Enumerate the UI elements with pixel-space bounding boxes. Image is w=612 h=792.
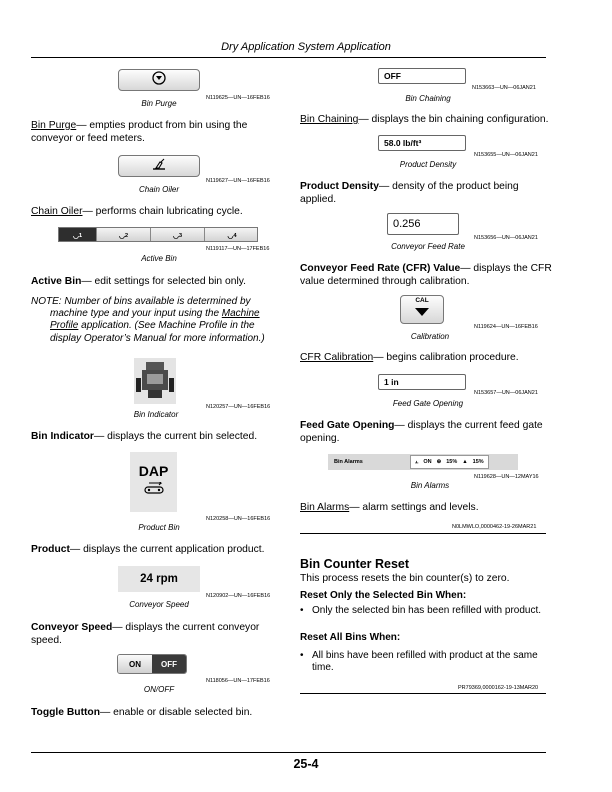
conveyor-icon [130, 481, 177, 499]
section-heading: Bin Counter Reset [300, 557, 410, 571]
figure-code: N120258—UN—16FEB16 [206, 516, 271, 522]
bin-icon: ◡ [72, 232, 79, 240]
bullet-item: • All bins have been refilled with product at the same time. [300, 650, 538, 674]
bin-alarms-caption: Bin Alarms [410, 481, 450, 490]
bin-level-icon: ▲ [462, 459, 468, 465]
calibration-caption: Calibration [410, 332, 450, 341]
bin-icon: ◡ [172, 232, 179, 240]
section-intro: This process resets the bin counter(s) to zero. [300, 573, 510, 584]
product-description: Product— displays the current application product. [31, 544, 265, 555]
page-number: 25-4 [293, 757, 319, 771]
down-arrow-icon [414, 304, 430, 322]
figure-code: N119624—UN—16FEB16 [474, 324, 538, 330]
bin-purge-button[interactable] [118, 69, 200, 91]
figure-code: N119628—UN—12MAY16 [474, 474, 539, 480]
figure-code: N153663—UN—06JAN21 [472, 85, 536, 91]
conveyor-speed-caption: Conveyor Speed [129, 600, 189, 609]
alarm-status-group: ⫠ ON ⊕ 15% ▲ 15% [410, 455, 489, 469]
figure-code: N119117—UN—17FEB16 [206, 246, 270, 252]
calibration-button[interactable] [400, 295, 444, 324]
document-code: N0LMWLO,0000462-19-26MAR21 [452, 524, 537, 530]
on-off-toggle[interactable] [117, 654, 187, 674]
bin-indicator-icon [134, 358, 176, 404]
conveyor-speed-description: Conveyor Speed— displays the current conveyor speed. [31, 622, 260, 646]
figure-code: N119625—UN—16FEB16 [206, 95, 270, 101]
product-label: DAP [138, 463, 169, 479]
calibration-label: CAL [415, 297, 429, 304]
cfr-description: Conveyor Feed Rate (CFR) Value— displays the CFR value determined through calibration. [300, 263, 552, 287]
bin-tab-2[interactable]: ◡ 2 [97, 228, 151, 242]
conveyor-speed-readout: 24 rpm [118, 566, 200, 592]
figure-code: N120257—UN—16FEB16 [206, 404, 271, 410]
active-bin-selector [58, 227, 258, 242]
bin-chaining-description: Bin Chaining— displays the bin chaining configuration. [300, 114, 549, 125]
figure-code: N153656—UN—06JAN21 [474, 235, 538, 241]
bin-chaining-caption: Bin Chaining [405, 94, 451, 103]
product-bin-tile [130, 452, 177, 512]
on-off-caption: ON/OFF [143, 685, 175, 694]
crosshair-icon: ⊕ [436, 459, 442, 465]
footer-rule [31, 752, 546, 753]
bin-purge-description: Bin Purge— empties product from bin using the conveyor or feed meters. [31, 120, 248, 144]
bin-icon: ◡ [227, 232, 234, 240]
bin-tab-1[interactable]: ◡ 1 [59, 228, 97, 242]
bin-alarms-description: Bin Alarms— alarm settings and levels. [300, 502, 479, 513]
bin-chaining-field[interactable]: OFF [378, 68, 466, 84]
toggle-off[interactable]: OFF [152, 655, 186, 673]
active-bin-description: Active Bin— edit settings for selected bin only. [31, 276, 247, 287]
chain-oiler-description: Chain Oiler— performs chain lubricating cycle. [31, 206, 243, 217]
document-code: PR79369,0000162-19-13MAR20 [458, 685, 539, 691]
figure-code: N153657—UN—06JAN21 [474, 390, 538, 396]
bin-purge-caption: Bin Purge [141, 99, 177, 108]
product-density-caption: Product Density [399, 160, 457, 169]
bullet-item: • Only the selected bin has been refilled with product. [300, 605, 542, 616]
feed-gate-description: Feed Gate Opening— displays the current feed gate opening. [300, 420, 543, 444]
feed-gate-field[interactable]: 1 in [378, 374, 466, 390]
product-bin-caption: Product Bin [138, 523, 180, 532]
chain-oiler-button[interactable] [118, 155, 200, 177]
bin-purge-icon [151, 71, 167, 90]
bin-alarms-bar[interactable] [328, 454, 518, 470]
product-density-description: Product Density— density of the product being applied. [300, 181, 519, 205]
bin-tab-3[interactable]: ◡ 3 [151, 228, 205, 242]
bin-tab-4[interactable]: ◡ 4 [205, 228, 258, 242]
figure-code: N119627—UN—16FEB16 [206, 178, 270, 184]
chain-oiler-caption: Chain Oiler [138, 185, 179, 194]
header-rule [31, 57, 546, 58]
section-rule [300, 693, 546, 694]
note: NOTE: Number of bins available is determined by machine type and your input using the Machine Profile application. (See Machine Profile in the display Operator’s Manual for more information.) [31, 296, 265, 344]
toggle-on[interactable]: ON [118, 655, 152, 673]
page-header: Dry Application System Application [221, 41, 391, 53]
cfr-value-field[interactable]: 0.256 [387, 213, 459, 235]
cfr-caption: Conveyor Feed Rate [391, 242, 465, 251]
feed-gate-caption: Feed Gate Opening [392, 399, 464, 408]
bin-indicator-image [134, 358, 176, 404]
bin-indicator-caption: Bin Indicator [133, 410, 179, 419]
bin-alarms-title: Bin Alarms [334, 459, 363, 465]
subheading: Reset Only the Selected Bin When: [300, 590, 467, 601]
product-density-field[interactable]: 58.0 lb/ft³ [378, 135, 466, 151]
bin-icon: ◡ [118, 232, 125, 240]
cfr-calibration-description: CFR Calibration— begins calibration procedure. [300, 352, 519, 363]
figure-code: N153655—UN—06JAN21 [474, 152, 538, 158]
figure-code: N118056—UN—17FEB16 [206, 678, 270, 684]
section-rule [300, 533, 546, 534]
gate-icon: ⫠ [415, 458, 419, 465]
oil-can-icon [150, 157, 168, 176]
figure-code: N120902—UN—16FEB16 [206, 593, 271, 599]
active-bin-caption: Active Bin [141, 254, 177, 263]
bin-indicator-description: Bin Indicator— displays the current bin selected. [31, 431, 258, 442]
toggle-button-description: Toggle Button— enable or disable selected bin. [31, 707, 253, 718]
subheading: Reset All Bins When: [300, 632, 401, 643]
